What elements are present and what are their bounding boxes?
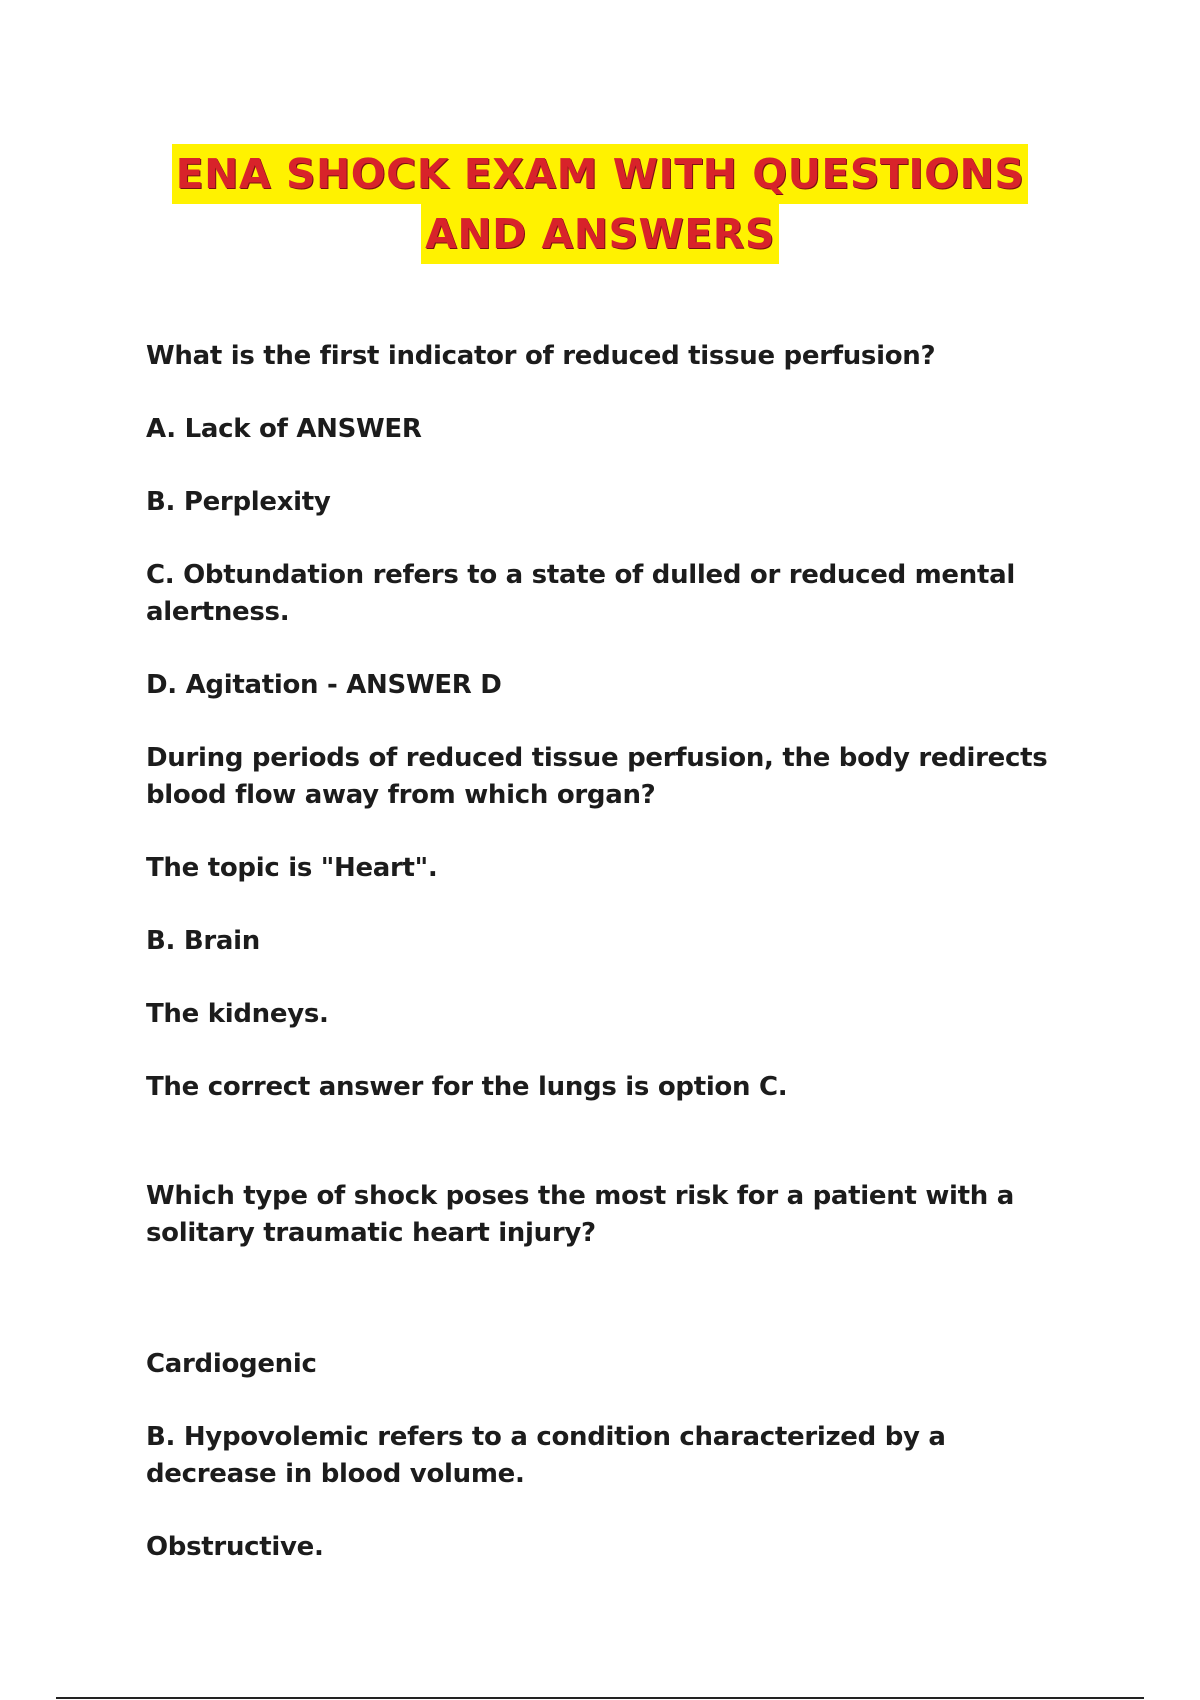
title-line-2: AND ANSWERS	[421, 204, 779, 264]
answer-option: A. Lack of ANSWER	[146, 414, 422, 444]
answer-option: Obstructive.	[146, 1532, 324, 1562]
footer-divider	[56, 1697, 1144, 1699]
answer-option: B. Hypovolemic refers to a condition characterized by a decrease in blood volume.	[146, 1422, 946, 1489]
answer-option: B. Brain	[146, 926, 260, 956]
answer-option: The topic is "Heart".	[146, 853, 438, 883]
answer-option: C. Obtundation refers to a state of dulled or reduced mental alertness.	[146, 560, 1015, 627]
answer-option: B. Perplexity	[146, 487, 331, 517]
question-1: What is the first indicator of reduced tissue perfusion?	[146, 341, 936, 371]
answer-option: The kidneys.	[146, 999, 329, 1029]
answer-option: D. Agitation - ANSWER D	[146, 670, 502, 700]
document-title	[0, 144, 1200, 264]
answer-option: The correct answer for the lungs is option C.	[146, 1072, 788, 1102]
document-body	[146, 338, 1066, 1566]
question-2: During periods of reduced tissue perfusion, the body redirects blood flow away from which organ?	[146, 743, 1048, 810]
question-3: Which type of shock poses the most risk for a patient with a solitary traumatic heart injury?	[146, 1181, 1015, 1248]
title-line-1: ENA SHOCK EXAM WITH QUESTIONS	[172, 144, 1029, 204]
answer-option: Cardiogenic	[146, 1349, 317, 1379]
